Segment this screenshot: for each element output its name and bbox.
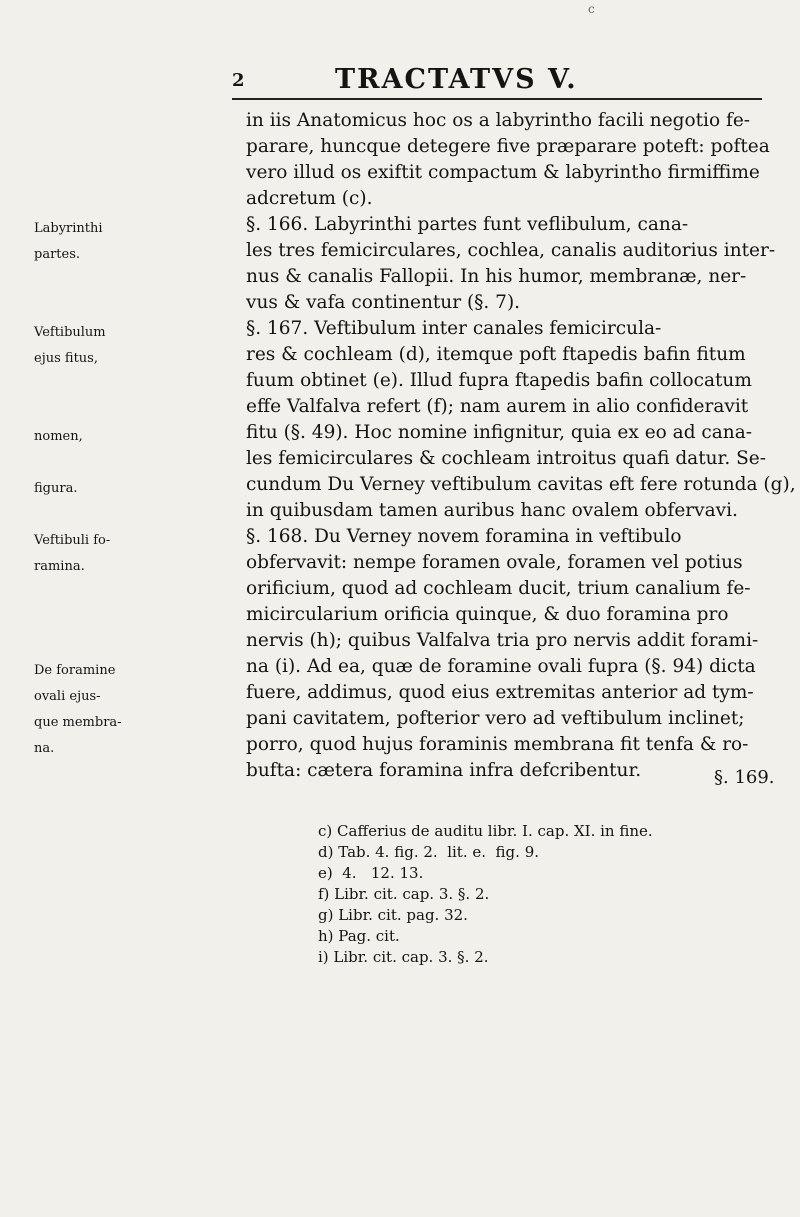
- footnote: e) 4. 12. 13.: [318, 864, 424, 882]
- body-line: les femicirculares & cochleam introitus quafi datur. Se-: [246, 448, 767, 469]
- margin-note: na.: [34, 741, 55, 756]
- body-line: §. 167. Veftibulum inter canales femicircula-: [246, 318, 662, 339]
- corner-mark: c: [588, 2, 595, 16]
- body-line: na (i). Ad ea, quæ de foramine ovali fupra (§. 94) dicta: [246, 656, 756, 677]
- body-line: cundum Du Verney veftibulum cavitas eft fere rotunda (g),: [246, 474, 796, 495]
- body-line: orificium, quod ad cochleam ducit, trium canalium fe-: [246, 578, 751, 599]
- body-line: vero illud os exiftit compactum & labyrintho firmiffime: [246, 162, 760, 183]
- body-line: bufta: cætera foramina infra defcribentur.: [246, 760, 642, 781]
- footnote: h) Pag. cit.: [318, 927, 400, 945]
- margin-note: ovali ejus-: [34, 689, 101, 704]
- body-line: pani cavitatem, pofterior vero ad veftibulum inclinet;: [246, 708, 745, 729]
- margin-note: Veftibuli fo-: [34, 533, 111, 548]
- body-text: [246, 108, 796, 784]
- body-line: fuum obtinet (e). Illud fupra ftapedis bafin collocatum: [246, 370, 752, 391]
- body-line: in quibusdam tamen auribus hanc ovalem obfervavi.: [246, 500, 738, 521]
- margin-note: Veftibulum: [34, 325, 106, 340]
- margin-note: figura.: [34, 481, 78, 496]
- footnote: g) Libr. cit. pag. 32.: [318, 906, 468, 924]
- page-number: 2: [232, 70, 245, 91]
- next-section-ref: §. 169.: [714, 767, 775, 788]
- body-line: micircularium orificia quinque, & duo foramina pro: [246, 604, 729, 625]
- body-line: fuere, addimus, quod eius extremitas anterior ad tym-: [246, 682, 754, 703]
- footnote: i) Libr. cit. cap. 3. §. 2.: [318, 948, 489, 966]
- footnote: c) Cafferius de auditu libr. I. cap. XI. in fine.: [318, 822, 653, 840]
- body-line: nervis (h); quibus Valfalva tria pro nervis addit forami-: [246, 630, 759, 651]
- body-line: §. 168. Du Verney novem foramina in veftibulo: [246, 526, 682, 547]
- body-line: in iis Anatomicus hoc os a labyrintho facili negotio fe-: [246, 110, 751, 131]
- body-line: adcretum (c).: [246, 188, 373, 209]
- margin-note: Labyrinthi: [34, 221, 103, 236]
- body-line: obfervavit: nempe foramen ovale, foramen vel potius: [246, 552, 743, 573]
- body-line: fitu (§. 49). Hoc nomine infignitur, quia ex eo ad cana-: [246, 422, 753, 443]
- body-line: vus & vafa continentur (§. 7).: [246, 292, 521, 313]
- footnotes: [318, 821, 738, 968]
- body-line: §. 166. Labyrinthi partes funt veflibulum, cana-: [246, 214, 689, 235]
- margin-note: De foramine: [34, 663, 116, 678]
- margin-note: ramina.: [34, 559, 85, 574]
- body-line: parare, huncque detegere five præparare poteft: poftea: [246, 136, 770, 157]
- footnote: d) Tab. 4. fig. 2. lit. e. fig. 9.: [318, 843, 540, 861]
- footnote: f) Libr. cit. cap. 3. §. 2.: [318, 885, 490, 903]
- body-line: effe Valfalva refert (f); nam aurem in alio confideravit: [246, 396, 749, 417]
- body-line: les tres femicirculares, cochlea, canalis auditorius inter-: [246, 240, 776, 261]
- page-header: [0, 64, 800, 104]
- running-title: TRACTATVS V.: [335, 64, 578, 95]
- body-line: nus & canalis Fallopii. In his humor, membranæ, ner-: [246, 266, 747, 287]
- header-rule: [232, 98, 762, 100]
- margin-note: ejus fitus,: [34, 351, 98, 366]
- margin-note: nomen,: [34, 429, 83, 444]
- body-line: porro, quod hujus foraminis membrana fit tenfa & ro-: [246, 734, 749, 755]
- body-line: res & cochleam (d), itemque poft ftapedis bafin fitum: [246, 344, 746, 365]
- margin-note: partes.: [34, 247, 81, 262]
- margin-note: que membra-: [34, 715, 122, 730]
